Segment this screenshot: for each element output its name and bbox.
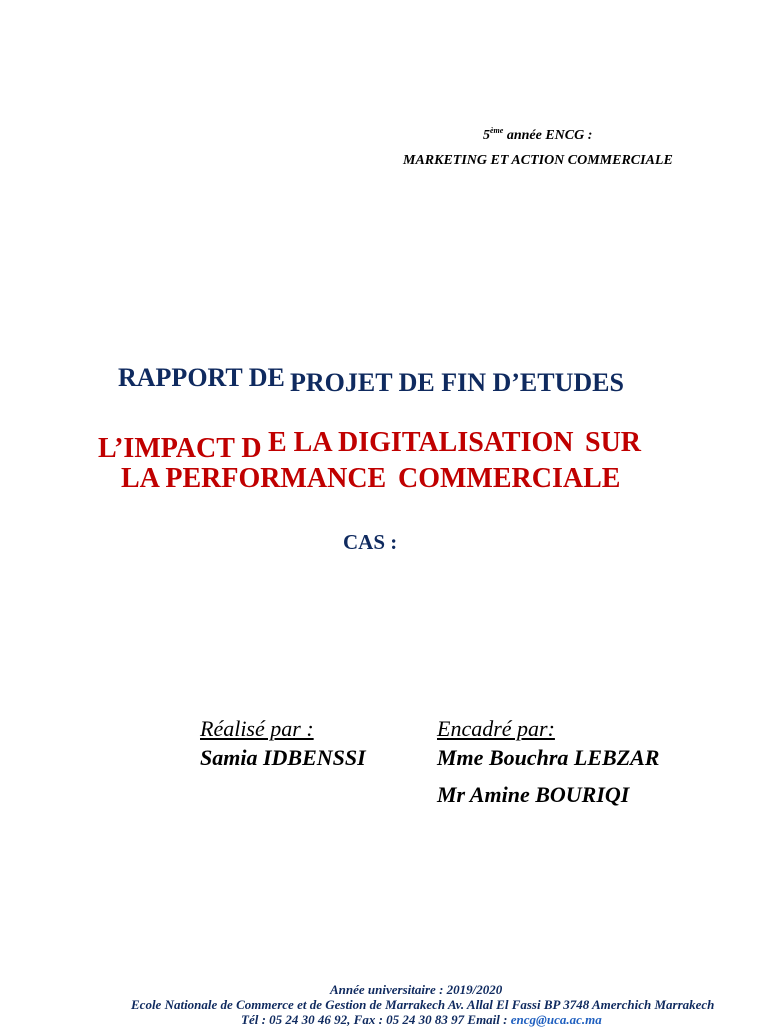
school-address: Ecole Nationale de Commerce et de Gestion de Marrakech Av. Allal El Fassi BP 3748 Amerchich Marrakech <box>131 997 715 1012</box>
specialization-line: MARKETING ET ACTION COMMERCIALE <box>403 153 673 168</box>
supervisor-2-name: Mr Amine BOURIQI <box>437 782 630 807</box>
year-text: année ENCG : <box>503 128 593 143</box>
email-link[interactable]: encg@uca.ac.ma <box>510 1012 602 1027</box>
phone-fax: Tél : 05 24 30 46 92, Fax : 05 24 30 83 97 Email : <box>241 1012 508 1027</box>
title-line1-part1: L’IMPACT D <box>98 433 262 464</box>
report-label-part1: RAPPORT DE <box>118 363 285 392</box>
report-label-part2: PROJET DE FIN D’ETUDES <box>290 368 624 397</box>
realise-par-label: Réalisé par : <box>200 716 314 741</box>
student-name: Samia IDBENSSI <box>200 745 366 770</box>
year-line <box>483 126 592 144</box>
encadre-par-label: Encadré par: <box>437 716 555 741</box>
supervisor-1-name: Mme Bouchra LEBZAR <box>437 745 660 770</box>
year-number: 5 <box>483 128 490 143</box>
title-line2-part1: LA PERFORMANCE <box>121 463 387 494</box>
case-label: CAS : <box>343 530 398 554</box>
title-line1-part3: SUR <box>585 427 642 458</box>
contact-line <box>241 1012 602 1028</box>
academic-year: Année universitaire : 2019/2020 <box>330 982 503 997</box>
title-line2-part2: COMMERCIALE <box>398 463 621 494</box>
title-line1-part2: E LA DIGITALISATION <box>268 427 574 458</box>
year-superscript: ème <box>490 126 504 135</box>
